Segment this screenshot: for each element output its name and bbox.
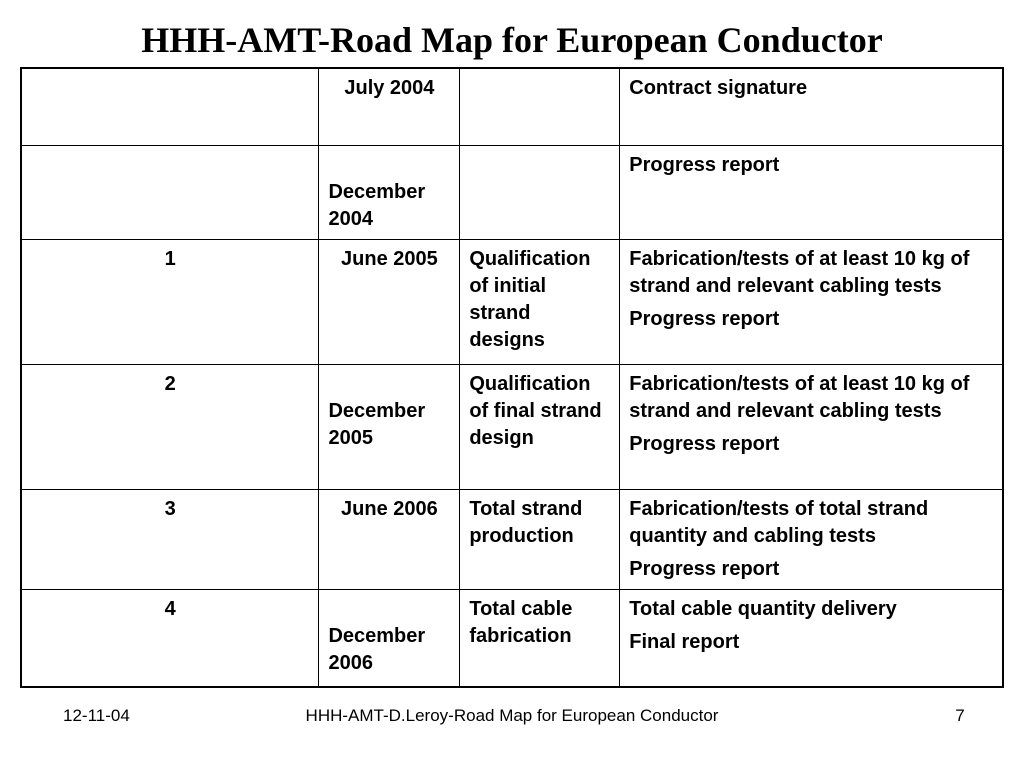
deliverable-item: Fabrication/tests of at least 10 kg of strand and relevant cabling tests <box>629 247 970 297</box>
task-cell: Total cable fabrication <box>460 589 620 687</box>
date-cell <box>319 364 460 489</box>
deliverables-cell <box>620 589 1003 687</box>
deliverable-item: Fabrication/tests of total strand quantity and cabling tests <box>629 497 929 547</box>
milestone-cell: 4 <box>21 589 319 687</box>
task-cell <box>460 145 620 239</box>
date-text: December 2006 <box>328 624 426 674</box>
task-cell <box>460 68 620 145</box>
milestone-cell <box>21 145 319 239</box>
deliverables-cell <box>620 239 1003 364</box>
task-cell: Qualification of final strand design <box>460 364 620 489</box>
deliverables-cell <box>620 364 1003 489</box>
milestone-cell: 1 <box>21 239 319 364</box>
task-cell: Total strand production <box>460 489 620 589</box>
roadmap-table <box>20 67 1004 688</box>
date-text: July 2004 <box>344 77 435 99</box>
date-cell <box>319 68 460 145</box>
milestone-cell <box>21 68 319 145</box>
date-text: December 2005 <box>328 399 426 449</box>
table-row <box>21 364 1003 489</box>
deliverable-item: Progress report <box>629 557 780 580</box>
milestone-cell: 2 <box>21 364 319 489</box>
deliverable-item: Total cable quantity delivery <box>629 597 897 620</box>
date-cell <box>319 145 460 239</box>
date-text: December 2004 <box>328 180 426 230</box>
deliverable-item: Progress report <box>629 432 780 455</box>
deliverable-item: Contract signature <box>629 77 808 99</box>
date-cell <box>319 489 460 589</box>
deliverable-item: Fabrication/tests of at least 10 kg of strand and relevant cabling tests <box>629 372 970 422</box>
date-text: June 2005 <box>341 247 438 270</box>
deliverables-cell <box>620 68 1003 145</box>
footer-caption: HHH-AMT-D.Leroy-Road Map for European Conductor <box>305 706 719 725</box>
table-row <box>21 68 1003 145</box>
milestone-cell: 3 <box>21 489 319 589</box>
date-cell <box>319 239 460 364</box>
deliverables-cell <box>620 489 1003 589</box>
page-number: 7 <box>955 706 965 725</box>
deliverable-item: Progress report <box>629 153 780 176</box>
slide-title: HHH-AMT-Road Map for European Conductor <box>141 20 883 60</box>
date-cell <box>319 589 460 687</box>
table-row <box>21 239 1003 364</box>
table-row <box>21 489 1003 589</box>
deliverable-item: Progress report <box>629 307 780 330</box>
deliverable-item: Final report <box>629 630 740 653</box>
task-cell: Qualification of initial strand designs <box>460 239 620 364</box>
table-row <box>21 145 1003 239</box>
table-row <box>21 589 1003 687</box>
deliverables-cell <box>620 145 1003 239</box>
footer-date: 12-11-04 <box>63 706 130 725</box>
date-text: June 2006 <box>341 497 438 520</box>
